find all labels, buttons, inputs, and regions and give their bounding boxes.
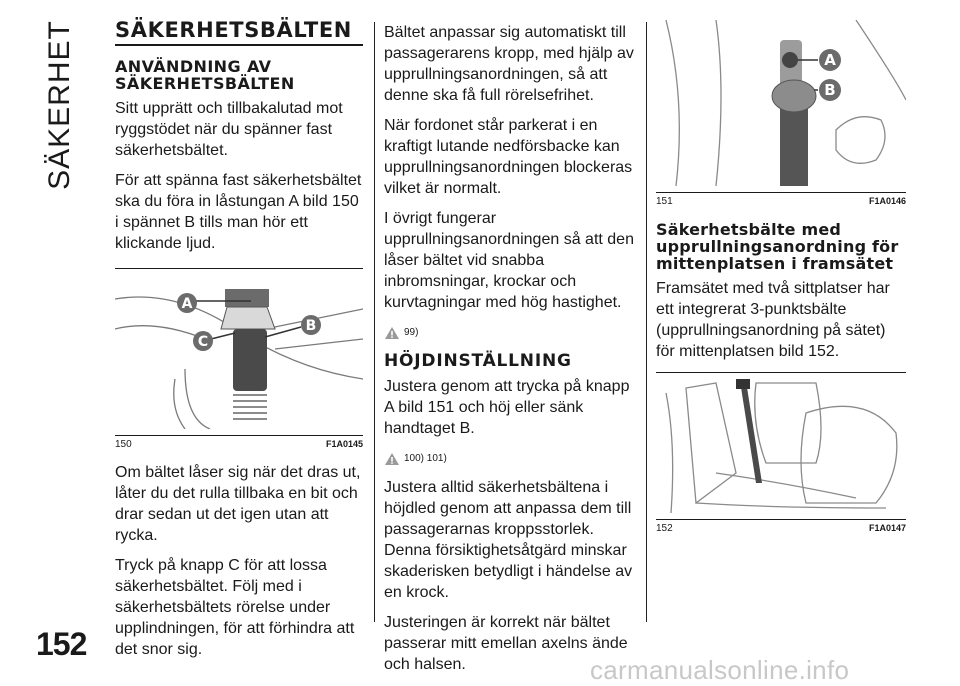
warning-icon bbox=[384, 452, 400, 466]
belt-webbing bbox=[225, 289, 269, 307]
paragraph: Bältet anpassar sig automatiskt till passagerarens kropp, med hjälp av upprullningsanordningen, så att denne ska få full rörelsefrihet. bbox=[384, 24, 634, 104]
page-number: 152 bbox=[36, 626, 87, 662]
svg-text:A: A bbox=[181, 296, 193, 312]
figure-caption bbox=[656, 523, 906, 534]
warning-reference bbox=[384, 322, 636, 343]
callout-b bbox=[301, 315, 321, 335]
watermark: carmanualsonline.info bbox=[590, 655, 850, 685]
column-divider bbox=[646, 22, 647, 622]
belt-height-adjuster-illustration bbox=[656, 20, 906, 186]
figure-code: F1A0146 bbox=[868, 196, 906, 206]
subsection-title: HÖJDINSTÄLLNING bbox=[384, 351, 572, 371]
buckle bbox=[233, 329, 267, 391]
paragraph: Justeringen är korrekt när bältet passerar mitt emellan axelns ände och halsen. bbox=[384, 614, 628, 673]
subsection-title: ANVÄNDNING AV SÄKERHETSBÄLTEN bbox=[115, 57, 295, 93]
paragraph: Tryck på knapp C för att lossa säkerhetsbältet. Följ med i säkerhetsbältets rörelse under upplindningen, för att förhindra att det snor sig. bbox=[115, 557, 355, 658]
column-3 bbox=[656, 20, 906, 534]
warning-icon bbox=[384, 326, 400, 340]
callout-a bbox=[819, 49, 841, 71]
column-1 bbox=[115, 20, 363, 669]
adjuster-button bbox=[782, 52, 798, 68]
figure-150 bbox=[115, 268, 363, 450]
paragraph: När fordonet står parkerat i en kraftigt lutande nedförsbacke kan upprullningsanordningen blockeras vilket är normalt. bbox=[384, 117, 633, 197]
warning-ref-text: 100) 101) bbox=[404, 453, 447, 464]
column-divider bbox=[374, 22, 375, 622]
paragraph: I övrigt fungerar upprullningsanordningen så att den låser bältet vid snabba inbromsningar, krockar och kurvtagningar med hög hastighet. bbox=[384, 210, 634, 311]
subsection-title: Säkerhetsbälte med upprullningsanordning för mittenplatsen i framsätet bbox=[656, 220, 899, 273]
callout-b bbox=[819, 79, 841, 101]
paragraph: Justera genom att trycka på knapp A bild 151 och höj eller sänk handtaget B. bbox=[384, 378, 630, 437]
svg-text:A: A bbox=[824, 51, 836, 69]
figure-caption bbox=[656, 196, 906, 207]
figure-caption bbox=[115, 439, 363, 450]
center-seat-belt-illustration bbox=[656, 373, 906, 513]
svg-text:B: B bbox=[305, 318, 317, 334]
belt-anchor bbox=[736, 379, 750, 389]
section-title: SÄKERHETSBÄLTEN bbox=[115, 20, 363, 46]
svg-text:B: B bbox=[824, 81, 836, 99]
seatbelt-buckle-illustration bbox=[115, 269, 363, 429]
paragraph: Sitt upprätt och tillbakalutad mot ryggstödet när du spänner fast säkerhetsbältet. bbox=[115, 100, 343, 159]
figure-151 bbox=[656, 20, 906, 207]
belt-webbing bbox=[740, 381, 762, 483]
warning-ref-text: 99) bbox=[404, 327, 419, 338]
figure-number: 151 bbox=[656, 196, 673, 207]
figure-152 bbox=[656, 372, 906, 534]
paragraph: Framsätet med två sittplatser har ett integrerat 3-punktsbälte (upprullningsanordning på sätet) för mittenplatsen bild 152. bbox=[656, 280, 890, 360]
paragraph: Om bältet låser sig när det dras ut, låter du det rulla tillbaka en bit och drar sedan ut det igen utan att rycka. bbox=[115, 464, 361, 544]
svg-text:C: C bbox=[197, 334, 209, 350]
section-tab-label: SÄKERHET bbox=[43, 20, 76, 190]
callout-c bbox=[193, 331, 213, 351]
warning-reference bbox=[384, 448, 636, 469]
latch-tongue bbox=[221, 307, 275, 329]
callout-a bbox=[177, 293, 197, 313]
figure-number: 150 bbox=[115, 439, 132, 450]
paragraph: För att spänna fast säkerhetsbältet ska du föra in låstungan A bild 150 i spännet B tills man hör ett klickande ljud. bbox=[115, 172, 362, 252]
figure-code: F1A0147 bbox=[868, 523, 906, 533]
figure-code: F1A0145 bbox=[325, 439, 363, 449]
figure-number: 152 bbox=[656, 523, 673, 534]
section-tab bbox=[30, 20, 90, 190]
paragraph: Justera alltid säkerhetsbältena i höjdled genom att anpassa dem till passagerarnas kroppsstorlek. Denna försiktighetsåtgärd minskar skaderisken betydligt i händelse av en krock. bbox=[384, 479, 633, 601]
adjuster-handle bbox=[772, 80, 816, 112]
column-2 bbox=[384, 22, 636, 684]
